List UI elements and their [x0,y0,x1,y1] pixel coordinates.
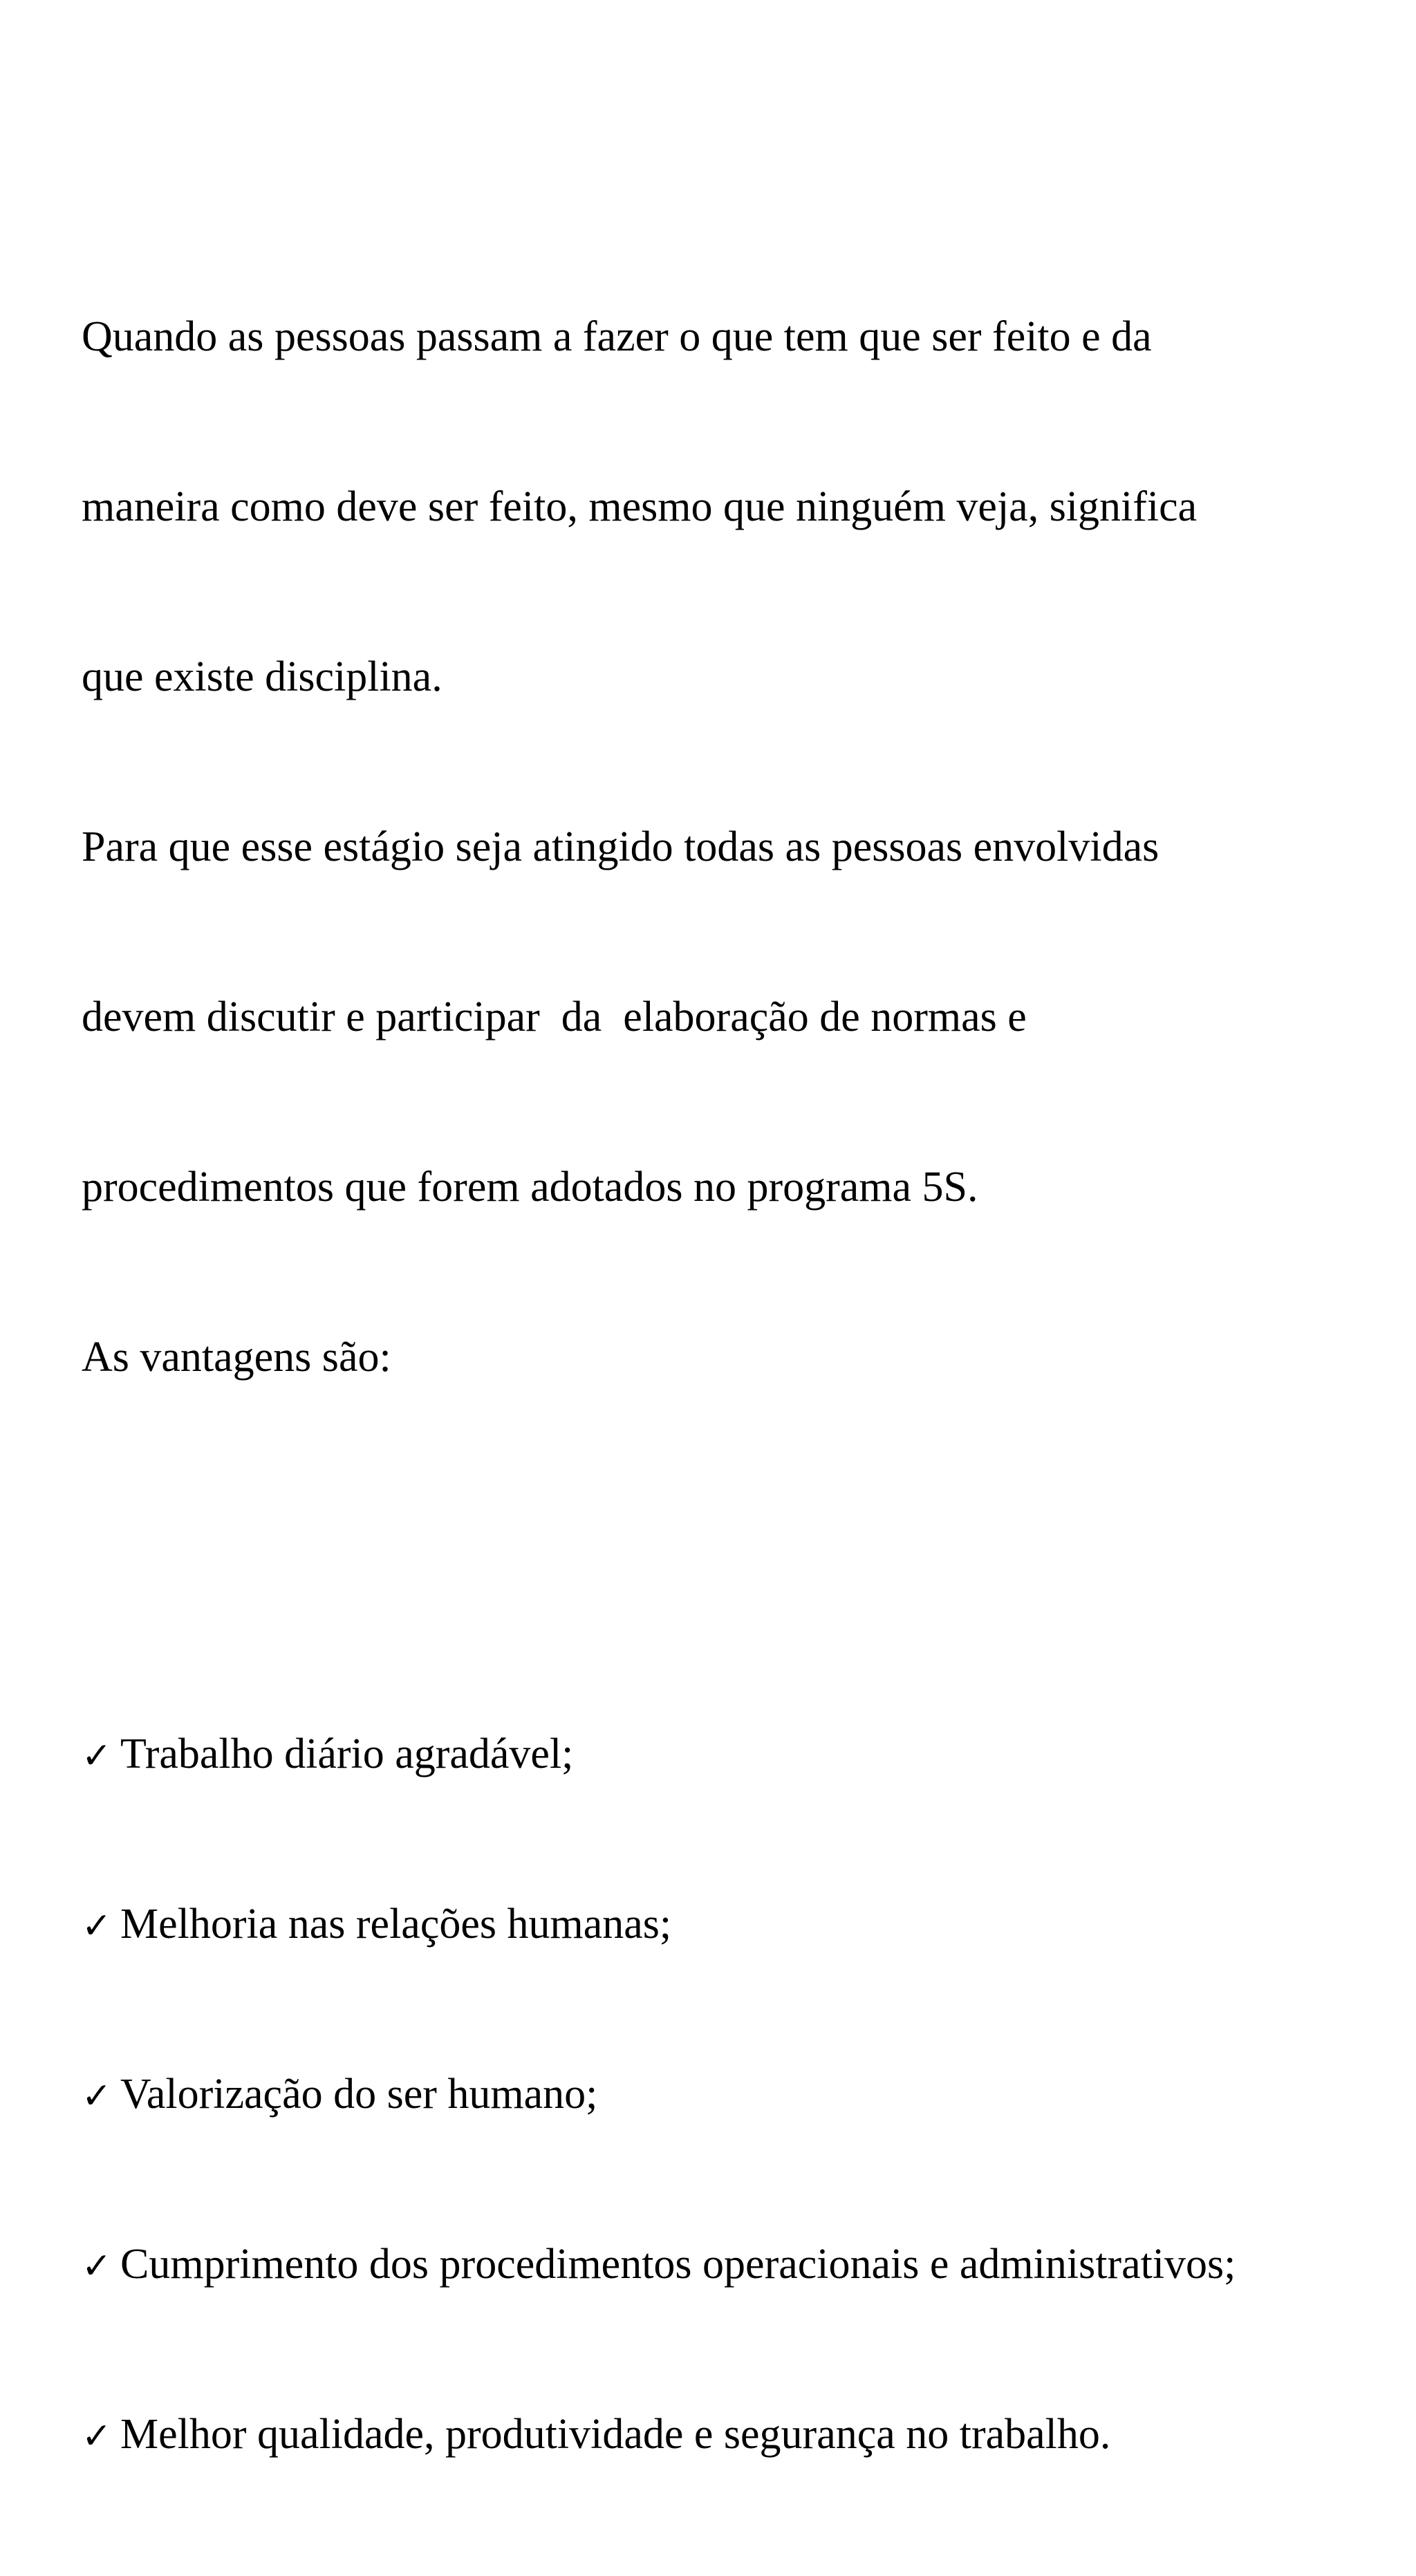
blank-line [82,1499,1395,1556]
advantages-heading: As vantagens são: [82,1334,391,1381]
check-mark-icon: ✓ [82,2246,112,2287]
check-mark-icon: ✓ [82,2075,112,2117]
advantage-text: Trabalho diário agradável; [120,1730,574,1777]
intro-line: devem discutir e participar da elaboração de normas e [82,993,1027,1040]
advantage-item [82,1896,1395,1952]
advantage-item [82,2406,1395,2463]
advantage-item [82,2066,1395,2122]
intro-line: maneira como deve ser feito, mesmo que ninguém veja, significa [82,483,1198,530]
check-mark-icon: ✓ [82,1735,112,1777]
advantage-text: Melhor qualidade, produtividade e segurança no trabalho. [120,2411,1111,2458]
intro-line: Para que esse estágio seja atingido todas as pessoas envolvidas [82,823,1159,870]
advantage-item [82,2236,1395,2293]
slide-text-block [82,195,1395,2576]
check-mark-icon: ✓ [82,1905,112,1947]
check-mark-icon: ✓ [82,2416,112,2457]
advantage-item [82,1726,1395,1782]
advantage-text: Melhoria nas relações humanas; [120,1901,672,1948]
intro-line: que existe disciplina. [82,653,442,700]
intro-line: Quando as pessoas passam a fazer o que tem que ser feito e da [82,313,1152,360]
intro-line: procedimentos que forem adotados no programa 5S. [82,1164,978,1211]
advantage-text: Cumprimento dos procedimentos operacionais e administrativos; [120,2241,1236,2288]
advantage-text: Valorização do ser humano; [120,2071,598,2118]
